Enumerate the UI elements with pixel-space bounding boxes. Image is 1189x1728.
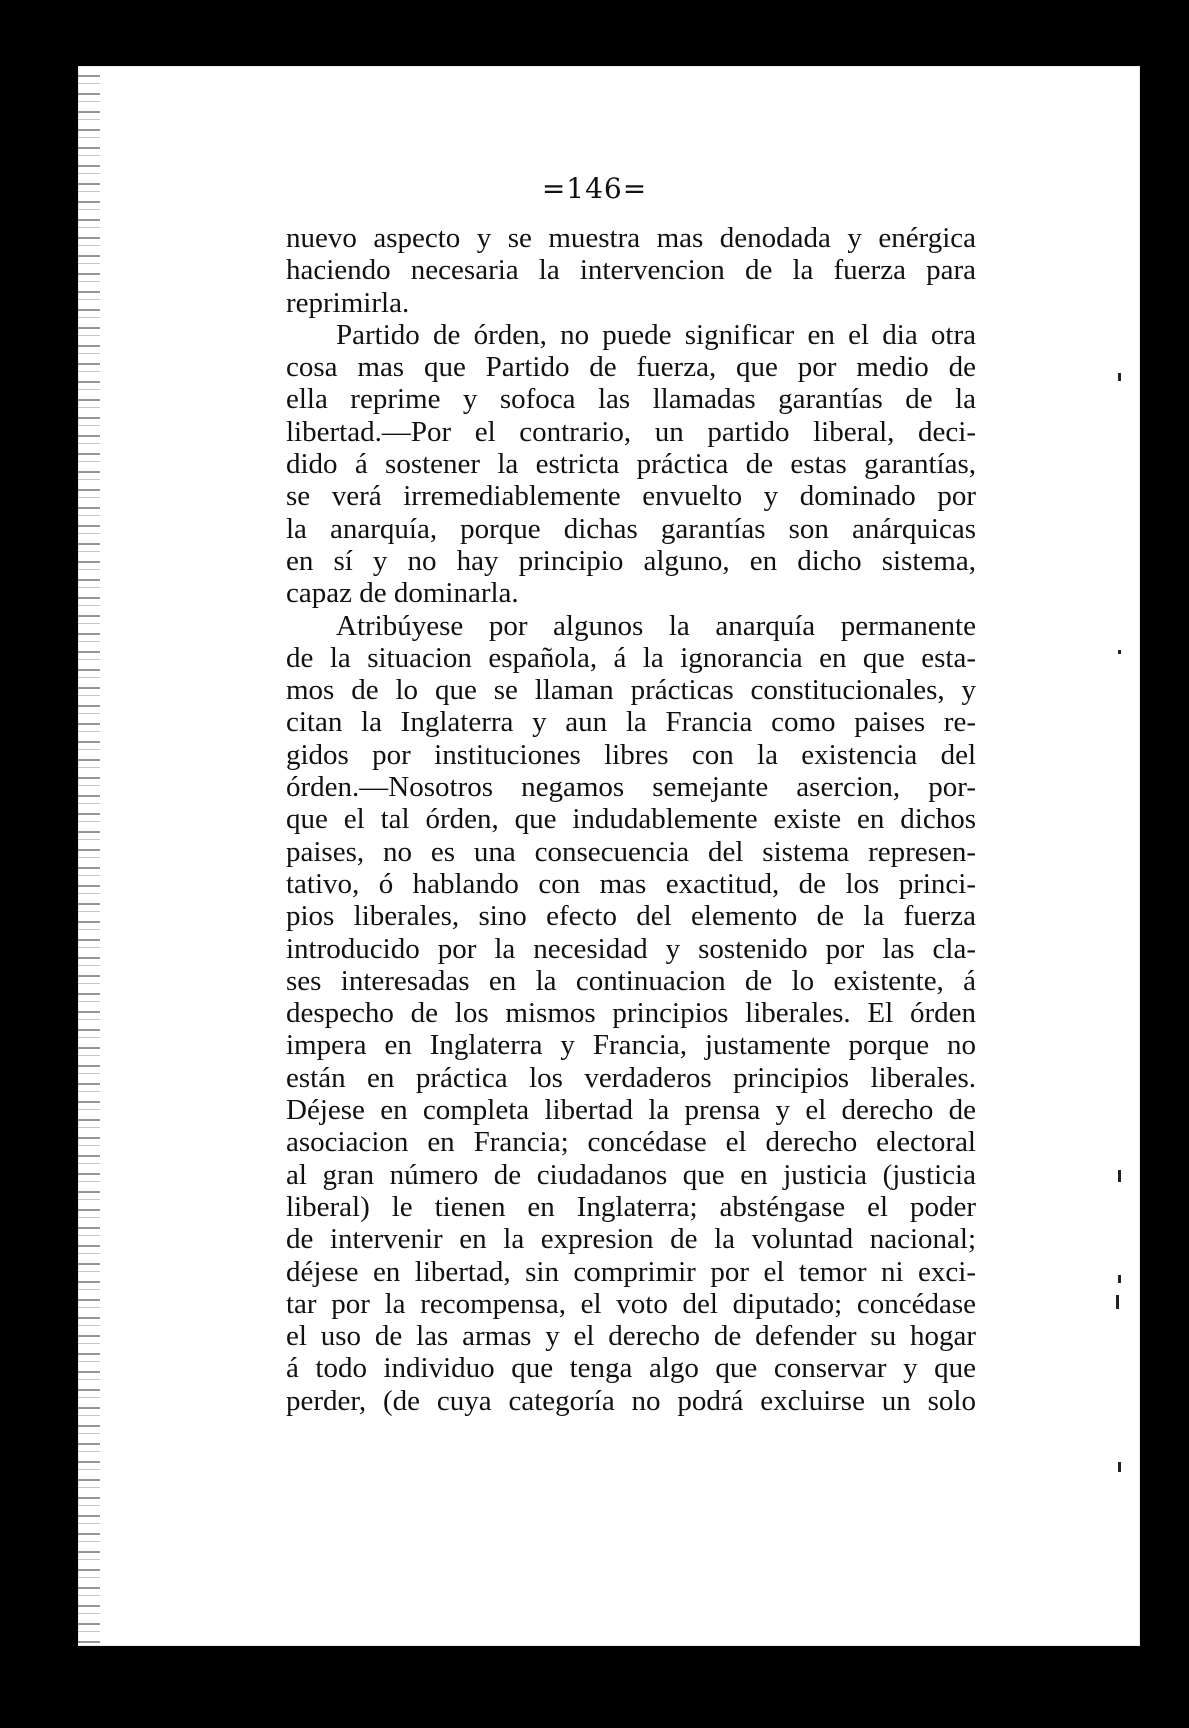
text-line: liberal) le tienen en Inglaterra; absténgase el poder (286, 1190, 976, 1223)
text-line: Atribúyese por algunos la anarquía permanente (336, 609, 976, 642)
text-line: en sí y no hay principio alguno, en dicho sistema, (286, 544, 976, 577)
text-line: gidos por instituciones libres con la existencia del (286, 738, 976, 771)
text-line: despecho de los mismos principios liberales. El órden (286, 997, 976, 1030)
scan-speck (1118, 1462, 1121, 1472)
text-line: Déjese en completa libertad la prensa y el derecho de (286, 1094, 976, 1127)
text-line: mos de lo que se llaman prácticas constitucionales, y (286, 674, 976, 707)
text-line: déjese en libertad, sin comprimir por el temor ni exci- (286, 1255, 976, 1288)
text-line: citan la Inglaterra y aun la Francia como paises re- (286, 706, 976, 739)
text-line: nuevo aspecto y se muestra mas denodada y enérgica (286, 222, 976, 254)
text-line: ses interesadas en la continuacion de lo existente, á (286, 964, 976, 997)
text-line: pios liberales, sino efecto del elemento de la fuerza (286, 900, 976, 933)
page-number: =146= (541, 172, 648, 205)
page-gutter-edge (78, 66, 100, 1646)
text-line: introducido por la necesidad y sostenido por las cla- (286, 932, 976, 965)
text-line: al gran número de ciudadanos que en justicia (justicia (286, 1158, 976, 1191)
scan-speck (1118, 1275, 1121, 1283)
scan-speck (1118, 1170, 1121, 1182)
text-line: que el tal órden, que indudablemente existe en dichos (286, 803, 976, 836)
body-text (286, 222, 976, 1417)
text-line: asociacion en Francia; concédase el derecho electoral (286, 1126, 976, 1159)
text-line: de intervenir en la expresion de la voluntad nacional; (286, 1223, 976, 1256)
text-line: reprimirla. (286, 286, 410, 319)
scan-speck (1118, 650, 1121, 654)
text-line: órden.—Nosotros negamos semejante asercion, por- (286, 771, 976, 804)
text-line: paises, no es una consecuencia del sistema represen- (286, 835, 976, 868)
text-line: capaz de dominarla. (286, 577, 519, 610)
text-line: ella reprime y sofoca las llamadas garantías de la (286, 383, 976, 416)
text-line: cosa mas que Partido de fuerza, que por medio de (286, 351, 976, 384)
scan-speck (1116, 1295, 1119, 1309)
text-line: el uso de las armas y el derecho de defender su hogar (286, 1320, 976, 1353)
text-line: Partido de órden, no puede significar en el dia otra (336, 318, 976, 351)
text-line: tativo, ó hablando con mas exactitud, de los princi- (286, 867, 976, 900)
text-line: impera en Inglaterra y Francia, justamente porque no (286, 1029, 976, 1062)
scan-speck (1118, 373, 1121, 381)
text-line: perder, (de cuya categoría no podrá excluirse un solo (286, 1384, 976, 1417)
text-line: la anarquía, porque dichas garantías son anárquicas (286, 512, 976, 545)
text-line: tar por la recompensa, el voto del diputado; concédase (286, 1287, 976, 1320)
text-line: haciendo necesaria la intervencion de la fuerza para (286, 254, 976, 287)
text-line: dido á sostener la estricta práctica de estas garantías, (286, 448, 976, 481)
text-line: á todo individuo que tenga algo que conservar y que (286, 1352, 976, 1385)
text-line: de la situacion española, á la ignorancia en que esta- (286, 641, 976, 674)
text-line: están en práctica los verdaderos principios liberales. (286, 1061, 976, 1094)
text-line: se verá irremediablemente envuelto y dominado por (286, 480, 976, 513)
text-line: libertad.—Por el contrario, un partido liberal, deci- (286, 415, 976, 448)
